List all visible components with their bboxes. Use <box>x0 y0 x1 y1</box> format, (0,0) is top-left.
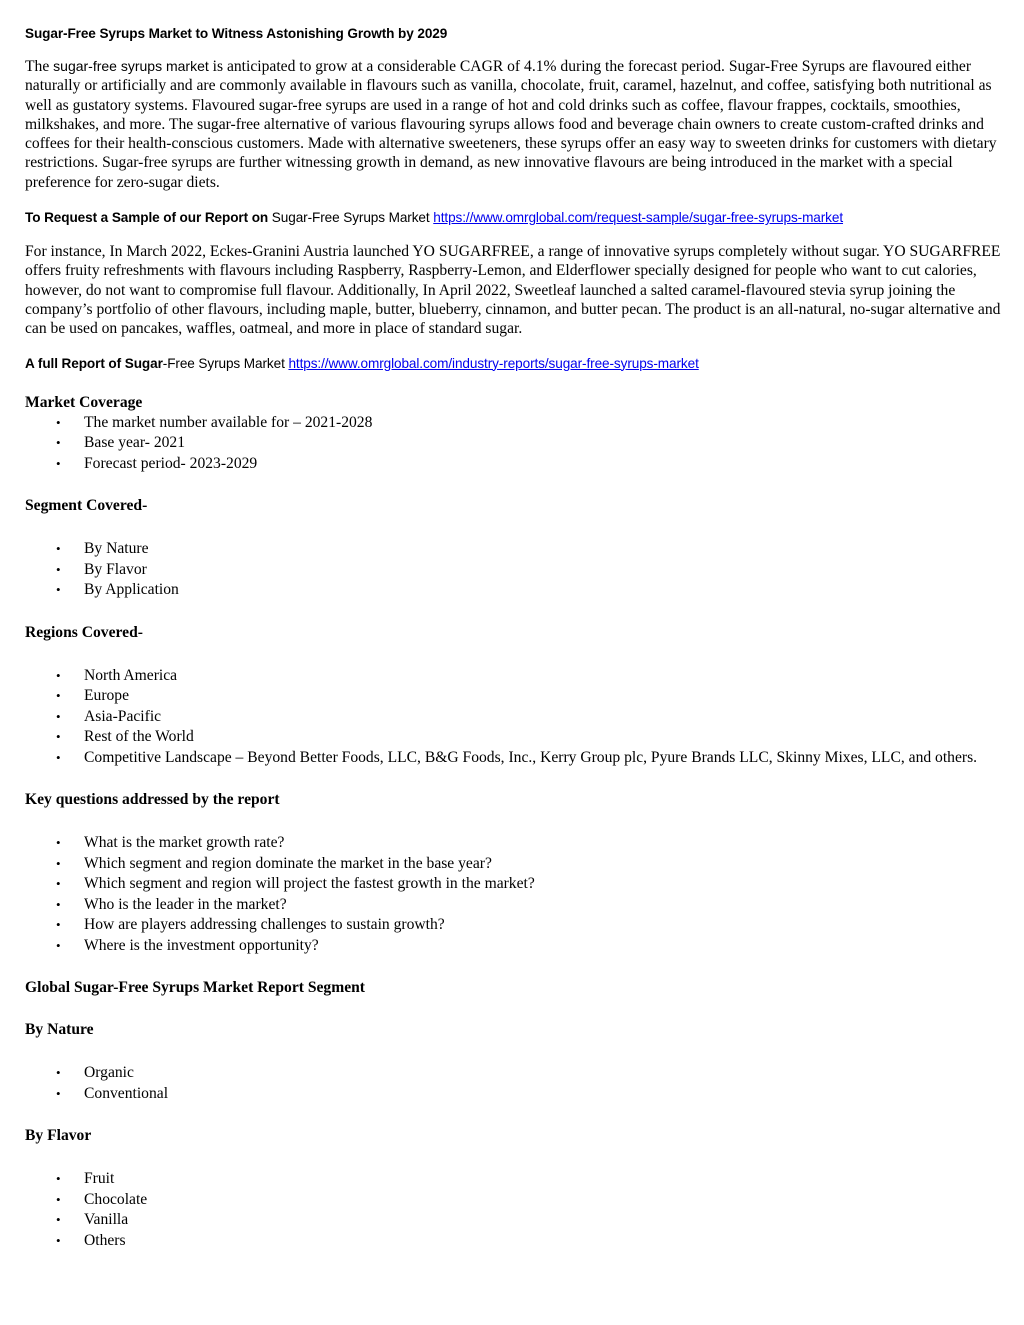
list-item-text: Conventional <box>84 1084 169 1102</box>
list-item <box>25 454 1001 475</box>
list-item <box>25 707 1001 728</box>
list-item-text: Rest of the World <box>84 728 194 746</box>
by-nature-list <box>25 1063 1001 1104</box>
list-item <box>25 666 1001 687</box>
bullet-icon: • <box>56 749 61 765</box>
bullet-icon: • <box>56 414 61 430</box>
bullet-icon: • <box>56 876 61 892</box>
bullet-icon: • <box>56 729 61 745</box>
list-item <box>25 874 1001 895</box>
list-item-text: Base year- 2021 <box>84 434 186 452</box>
list-item-text: Competitive Landscape – Beyond Better Foods, LLC, B&G Foods, Inc., Kerry Group plc, Pyure Brands LLC, Skinny Mixes, LLC, and others. <box>84 748 978 766</box>
list-item <box>25 1084 1001 1105</box>
list-item-text: Forecast period- 2023-2029 <box>84 454 258 472</box>
list-item <box>25 748 1001 769</box>
bullet-icon: • <box>56 561 61 577</box>
list-item <box>25 936 1001 957</box>
list-item-text: Vanilla <box>84 1211 129 1229</box>
bullet-icon: • <box>56 917 61 933</box>
bullet-icon: • <box>56 937 61 953</box>
intro-paragraph <box>25 57 1001 192</box>
list-item <box>25 833 1001 854</box>
list-item-text: By Application <box>84 581 179 599</box>
intro-keyword: sugar-free syrups market <box>53 58 209 74</box>
bullet-icon: • <box>56 855 61 871</box>
by-flavor-heading: By Flavor <box>25 1127 92 1145</box>
full-report-text: -Free Syrups Market <box>162 355 289 371</box>
bullet-icon: • <box>56 582 61 598</box>
list-item-text: Others <box>84 1231 126 1249</box>
list-item <box>25 560 1001 581</box>
bullet-icon: • <box>56 708 61 724</box>
by-flavor-list <box>25 1169 1001 1251</box>
bullet-icon: • <box>56 896 61 912</box>
list-item-text: Who is the leader in the market? <box>84 895 287 913</box>
instance-paragraph: For instance, In March 2022, Eckes-Granini Austria launched YO SUGARFREE, a range of innovative syrups completely without sugar. YO SUGARFREE offers fruity refreshments with flavours including Raspberry, Raspberry-Lemon, and Elderflower specially designed for people who want to cut calories, however, do not want to compromise full flavour. Additionally, In April 2022, Sweetleaf launched a salted caramel-flavoured stevia syrup joining the company’s portfolio of other flavours, including maple, butter, blueberry, cinnamon, and butter pecan. The product is an all-natural, no-sugar alternative and can be used on pancakes, waffles, oatmeal, and more in place of standard sugar. <box>25 243 1001 338</box>
document-title: Sugar-Free Syrups Market to Witness Astonishing Growth by 2029 <box>25 26 448 41</box>
list-item-text: By Nature <box>84 540 149 558</box>
segment-covered-heading: Segment Covered- <box>25 497 148 515</box>
list-item <box>25 1169 1001 1190</box>
list-item-text: Europe <box>84 687 130 705</box>
full-report-bold: A full Report of Sugar <box>25 355 163 371</box>
sample-request-bold: To Request a Sample of our Report on <box>25 210 269 226</box>
list-item <box>25 686 1001 707</box>
list-item <box>25 1190 1001 1211</box>
regions-covered-heading: Regions Covered- <box>25 623 143 641</box>
list-item <box>25 539 1001 560</box>
list-item-text: Where is the investment opportunity? <box>84 936 319 954</box>
list-item <box>25 1063 1001 1084</box>
list-item-text: Organic <box>84 1064 134 1082</box>
sample-request-text: Sugar-Free Syrups Market <box>268 210 434 226</box>
bullet-icon: • <box>56 1191 61 1207</box>
document-page <box>25 24 1001 1251</box>
regions-covered-list <box>25 666 1001 769</box>
bullet-icon: • <box>56 455 61 471</box>
report-segment-heading: Global Sugar-Free Syrups Market Report Segment <box>25 979 365 997</box>
list-item <box>25 1231 1001 1252</box>
list-item <box>25 1210 1001 1231</box>
bullet-icon: • <box>56 1212 61 1228</box>
segment-covered-list <box>25 539 1001 601</box>
list-item <box>25 413 1001 434</box>
intro-post: is anticipated to grow at a considerable CAGR of 4.1% during the forecast period. Sugar-Free Syrups are flavoured either naturally or artificially and are commonly available in flavours such as vanilla, chocolate, fruit, caramel, hazelnut, and coffee, satisfying both nutritional as well as gustatory systems. Flavoured sugar-free syrups are used in a range of hot and cold drinks such as coffee, flavour frappes, cocktails, smoothies, milkshakes, and more. The sugar-free alternative of various flavouring syrups allows food and beverage chain owners to create custom-crafted drinks and coffees for their health-conscious customers. Made with alternative sweeteners, these syrups offer an easy way to sweeten drinks for customers with dietary restrictions. Sugar-free syrups are further witnessing growth in demand, as new innovative flavours are being introduced in the market with a special preference for zero-sugar diets. <box>25 58 997 191</box>
intro-pre: The <box>25 58 54 75</box>
bullet-icon: • <box>56 835 61 851</box>
list-item-text: North America <box>84 666 178 684</box>
key-questions-heading: Key questions addressed by the report <box>25 791 280 809</box>
list-item-text: The market number available for – 2021-2028 <box>84 413 373 431</box>
market-coverage-heading: Market Coverage <box>25 393 143 411</box>
list-item-text: Which segment and region dominate the market in the base year? <box>84 854 492 872</box>
bullet-icon: • <box>56 1085 61 1101</box>
bullet-icon: • <box>56 435 61 451</box>
list-item <box>25 727 1001 748</box>
sample-request-line <box>25 208 1001 228</box>
sample-request-link[interactable]: https://www.omrglobal.com/request-sample/sugar-free-syrups-market <box>433 210 844 226</box>
list-item-text: What is the market growth rate? <box>84 834 285 852</box>
list-item <box>25 854 1001 875</box>
list-item-text: Which segment and region will project the fastest growth in the market? <box>84 875 535 893</box>
market-coverage-list <box>25 413 1001 475</box>
bullet-icon: • <box>56 1171 61 1187</box>
list-item-text: By Flavor <box>84 560 147 578</box>
bullet-icon: • <box>56 667 61 683</box>
bullet-icon: • <box>56 1232 61 1248</box>
key-questions-list <box>25 833 1001 956</box>
bullet-icon: • <box>56 541 61 557</box>
bullet-icon: • <box>56 688 61 704</box>
list-item-text: Chocolate <box>84 1190 148 1208</box>
list-item-text: How are players addressing challenges to sustain growth? <box>84 916 445 934</box>
list-item-text: Fruit <box>84 1170 115 1188</box>
list-item <box>25 915 1001 936</box>
list-item-text: Asia-Pacific <box>84 707 162 725</box>
bullet-icon: • <box>56 1065 61 1081</box>
list-item <box>25 433 1001 454</box>
list-item <box>25 580 1001 601</box>
list-item <box>25 895 1001 916</box>
full-report-line <box>25 354 1001 374</box>
by-nature-heading: By Nature <box>25 1021 94 1039</box>
full-report-link[interactable]: https://www.omrglobal.com/industry-reports/sugar-free-syrups-market <box>288 355 699 371</box>
